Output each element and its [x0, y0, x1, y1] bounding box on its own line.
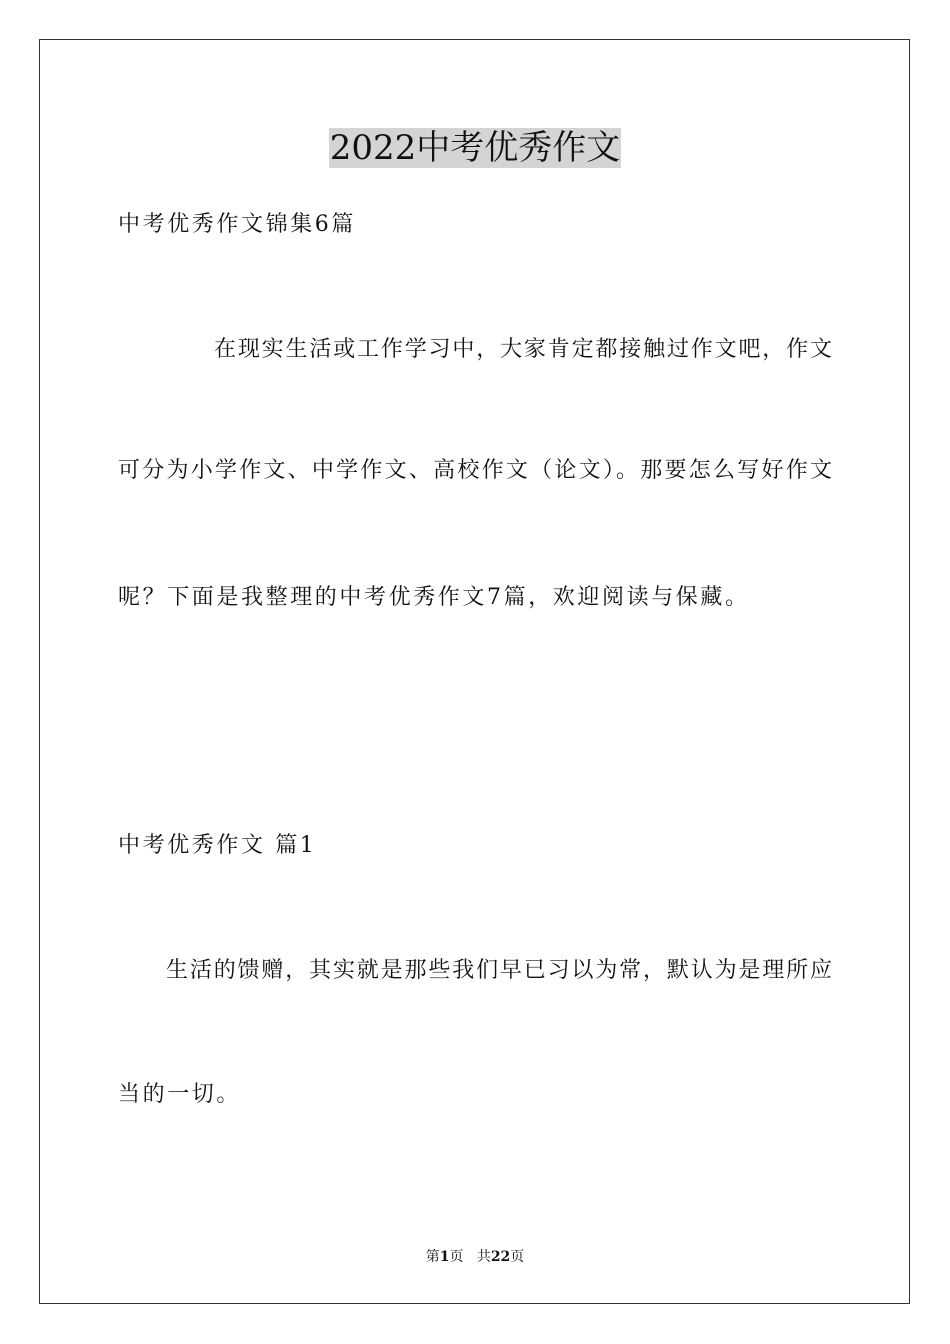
footer-total-prefix: 共: [476, 1249, 491, 1265]
section-heading: 中考优秀作文 篇1: [118, 833, 317, 858]
subtitle: 中考优秀作文锦集6篇: [118, 212, 356, 237]
document-title: [0, 126, 950, 170]
footer-page-suffix: 页: [449, 1249, 464, 1265]
footer-total-suffix: 页: [510, 1249, 525, 1265]
section-line-2: 当的一切。: [118, 1082, 242, 1107]
intro-line-1: 在现实生活或工作学习中，大家肯定都接触过作文吧，作文: [214, 337, 832, 362]
intro-line-2: 可分为小学作文、中学作文、高校作文（论文）。那要怎么写好作文: [118, 458, 832, 483]
title-text: 2022中考优秀作文: [329, 128, 621, 168]
footer-total-pages: 22: [490, 1249, 511, 1265]
footer-page-prefix: 第: [425, 1249, 440, 1265]
section-line-1: 生活的馈赠，其实就是那些我们早已习以为常，默认为是理所应: [166, 958, 832, 983]
page-footer: [0, 1247, 950, 1267]
intro-line-3: 呢？下面是我整理的中考优秀作文7篇，欢迎阅读与保藏。: [118, 585, 750, 610]
footer-page-number: 1: [439, 1249, 450, 1265]
